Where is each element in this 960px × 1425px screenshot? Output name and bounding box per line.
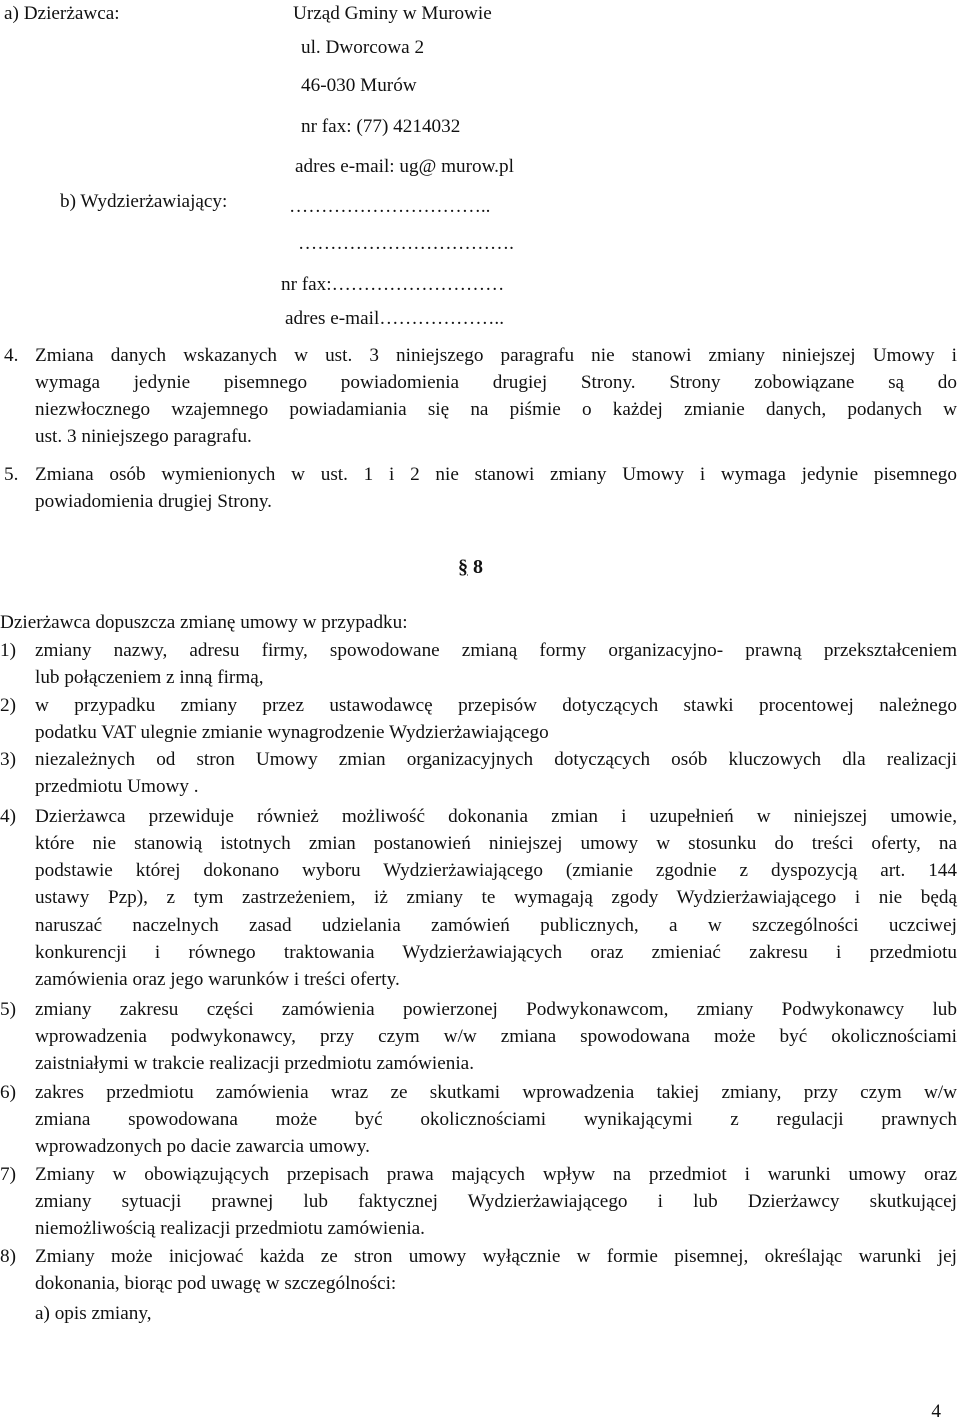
item-line: zmiany sytuacji prawnej lub faktycznej Wydzierżawiającego i lub Dzierżawcy skutkującej bbox=[35, 1191, 957, 1212]
item-4-number: 4) bbox=[0, 806, 16, 827]
item-line: konkurencji i równego traktowania Wydzierżawiających oraz zmieniać zakresu i przedmiotu bbox=[35, 942, 957, 963]
item-line: dokonania, biorąc pod uwagę w szczególności: bbox=[35, 1273, 397, 1294]
party-a-line: Urząd Gminy w Murowie bbox=[293, 3, 492, 24]
point-4-number: 4. bbox=[4, 345, 19, 366]
item-line: a) opis zmiany, bbox=[35, 1303, 152, 1324]
item-line: ustawy Pzp), z tym zastrzeżeniem, iż zmiany te wymagają zgody Wydzierżawiającego i nie będą bbox=[35, 887, 957, 908]
party-a-line: 46-030 Murów bbox=[301, 75, 417, 96]
point-4-line: Zmiana danych wskazanych w ust. 3 niniejszego paragrafu nie stanowi zmiany niniejszej Umowy i bbox=[35, 345, 957, 366]
item-line: naruszać naczelnych zasad udzielania zamówień publicznych, a w szczególności uczciwej bbox=[35, 915, 957, 936]
item-line: Zmiany może inicjować każda ze stron umowy wyłącznie w formie pisemnej, określając warunki jej bbox=[35, 1246, 957, 1267]
item-7-number: 7) bbox=[0, 1164, 16, 1185]
item-line: niezależnych od stron Umowy zmian organizacyjnych dotyczących osób kluczowych dla realizacji bbox=[35, 749, 957, 770]
page-number: 4 bbox=[931, 1401, 941, 1422]
item-line: wprowadzonych po dacie zawarcia umowy. bbox=[35, 1136, 370, 1157]
point-4-line: wymaga jedynie pisemnego powiadomienia drugiej Strony. Strony zobowiązane są do bbox=[35, 372, 957, 393]
item-line: podatku VAT ulegnie zmianie wynagrodzenie Wydzierżawiającego bbox=[35, 722, 549, 743]
section-number: 8 bbox=[473, 556, 483, 578]
section-intro: Dzierżawca dopuszcza zmianę umowy w przypadku: bbox=[0, 612, 408, 633]
item-line: podstawie której dokonano wyboru Wydzierżawiającego (zmianie zgodnie z dyspozycją art. 144 bbox=[35, 860, 957, 881]
item-line: niemożliwością realizacji przedmiotu zamówienia. bbox=[35, 1218, 425, 1239]
section-symbol: § bbox=[458, 556, 468, 578]
item-2-number: 2) bbox=[0, 695, 16, 716]
point-4-line: ust. 3 niniejszego paragrafu. bbox=[35, 426, 252, 447]
party-a-line: adres e-mail: ug@ murow.pl bbox=[295, 156, 514, 177]
party-b-line: adres e-mail……………….. bbox=[285, 308, 505, 329]
item-3-number: 3) bbox=[0, 749, 16, 770]
item-line: zmiany zakresu części zamówienia powierzonej Podwykonawcom, zmiany Podwykonawcy lub bbox=[35, 999, 957, 1020]
section-heading bbox=[458, 554, 483, 581]
item-line: zakres przedmiotu zamówienia wraz ze skutkami wprowadzenia takiej zmiany, przy czym w/w bbox=[35, 1082, 957, 1103]
item-line: Dzierżawca przewiduje również możliwość dokonania zmian i uzupełnień w niniejszej umowie, bbox=[35, 806, 957, 827]
item-5-number: 5) bbox=[0, 999, 16, 1020]
party-b-line: ………………………….. bbox=[289, 196, 491, 217]
item-line: przedmiotu Umowy . bbox=[35, 776, 199, 797]
item-line: które nie stanowią istotnych zmian postanowień niniejszej umowy w stosunku do treści oferty, na bbox=[35, 833, 957, 854]
item-6-number: 6) bbox=[0, 1082, 16, 1103]
item-line: w przypadku zmiany przez ustawodawcę przepisów dotyczących stawki procentowej należnego bbox=[35, 695, 957, 716]
item-line: zamówienia oraz jego warunków i treści oferty. bbox=[35, 969, 400, 990]
party-b-label: b) Wydzierżawiający: bbox=[60, 191, 228, 212]
party-a-label: a) Dzierżawca: bbox=[4, 3, 120, 24]
item-line: zaistniałymi w trakcie realizacji przedmiotu zamówienia. bbox=[35, 1053, 474, 1074]
party-b-line: ……………………………. bbox=[298, 233, 514, 254]
party-a-line: nr fax: (77) 4214032 bbox=[301, 116, 461, 137]
item-line: Zmiany w obowiązujących przepisach prawa mających wpływ na przedmiot i warunki umowy oraz bbox=[35, 1164, 957, 1185]
item-line: wprowadzenia podwykonawcy, przy czym w/w zmiana spowodowana może być okolicznościami bbox=[35, 1026, 957, 1047]
item-1-number: 1) bbox=[0, 640, 16, 661]
item-line: lub połączeniem z inną firmą, bbox=[35, 667, 264, 688]
party-b-line: nr fax:……………………… bbox=[281, 274, 505, 295]
point-5-number: 5. bbox=[4, 464, 19, 485]
item-line: zmiana spowodowana może być okolicznościami wynikającymi z regulacji prawnych bbox=[35, 1109, 957, 1130]
item-8-number: 8) bbox=[0, 1246, 16, 1267]
point-5-line: Zmiana osób wymienionych w ust. 1 i 2 nie stanowi zmiany Umowy i wymaga jedynie pisemnego bbox=[35, 464, 957, 485]
item-line: zmiany nazwy, adresu firmy, spowodowane zmianą formy organizacyjno- prawną przekształceniem bbox=[35, 640, 957, 661]
point-5-line: powiadomienia drugiej Strony. bbox=[35, 491, 272, 512]
point-4-line: niezwłocznego wzajemnego powiadamiania się na piśmie o każdej zmianie danych, podanych w bbox=[35, 399, 957, 420]
party-a-line: ul. Dworcowa 2 bbox=[301, 37, 425, 58]
